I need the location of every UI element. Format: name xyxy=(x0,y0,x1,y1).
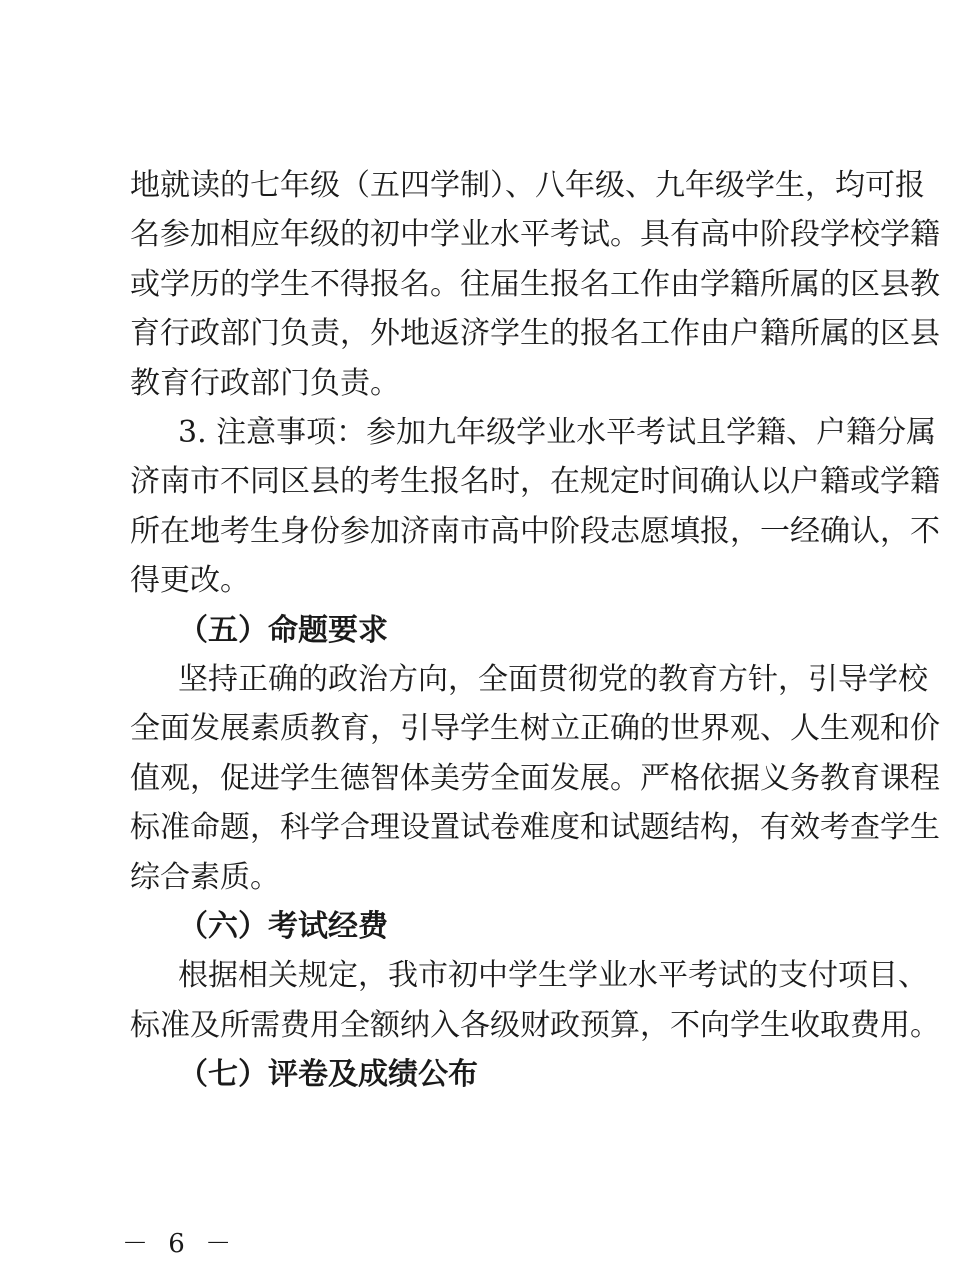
section-heading: （七）评卷及成绩公布 xyxy=(178,1057,478,1092)
paragraph-line: 标准命题，科学合理设置试卷难度和试题结构，有效考查学生 xyxy=(130,810,940,845)
paragraph-line: 根据相关规定，我市初中学生学业水平考试的支付项目、 xyxy=(178,958,928,993)
paragraph-line: 综合素质。 xyxy=(130,860,280,895)
paragraph-line: 值观，促进学生德智体美劳全面发展。严格依据义务教育课程 xyxy=(130,761,940,796)
paragraph-line: 济南市不同区县的考生报名时，在规定时间确认以户籍或学籍 xyxy=(130,464,940,499)
paragraph-line: 名参加相应年级的初中学业水平考试。具有高中阶段学校学籍 xyxy=(130,217,940,252)
paragraph-line: 或学历的学生不得报名。往届生报名工作由学籍所属的区县教 xyxy=(130,267,940,302)
paragraph-line: 所在地考生身份参加济南市高中阶段志愿填报，一经确认，不 xyxy=(130,514,940,549)
paragraph-line: 标准及所需费用全额纳入各级财政预算，不向学生收取费用。 xyxy=(130,1008,940,1043)
paragraph-line: 3. 注意事项：参加九年级学业水平考试且学籍、户籍分属 xyxy=(178,415,937,450)
section-heading: （六）考试经费 xyxy=(178,909,388,944)
paragraph-line: 地就读的七年级（五四学制）、八年级、九年级学生，均可报 xyxy=(130,168,925,203)
section-heading: （五）命题要求 xyxy=(178,613,388,648)
paragraph-line: 坚持正确的政治方向，全面贯彻党的教育方针，引导学校 xyxy=(178,662,928,697)
paragraph-line: 育行政部门负责，外地返济学生的报名工作由户籍所属的区县 xyxy=(130,316,940,351)
paragraph-line: 教育行政部门负责。 xyxy=(130,366,400,401)
page-number: － 6 － xyxy=(122,1229,238,1259)
paragraph-line: 全面发展素质教育，引导学生树立正确的世界观、人生观和价 xyxy=(130,711,940,746)
paragraph-line: 得更改。 xyxy=(130,563,250,598)
